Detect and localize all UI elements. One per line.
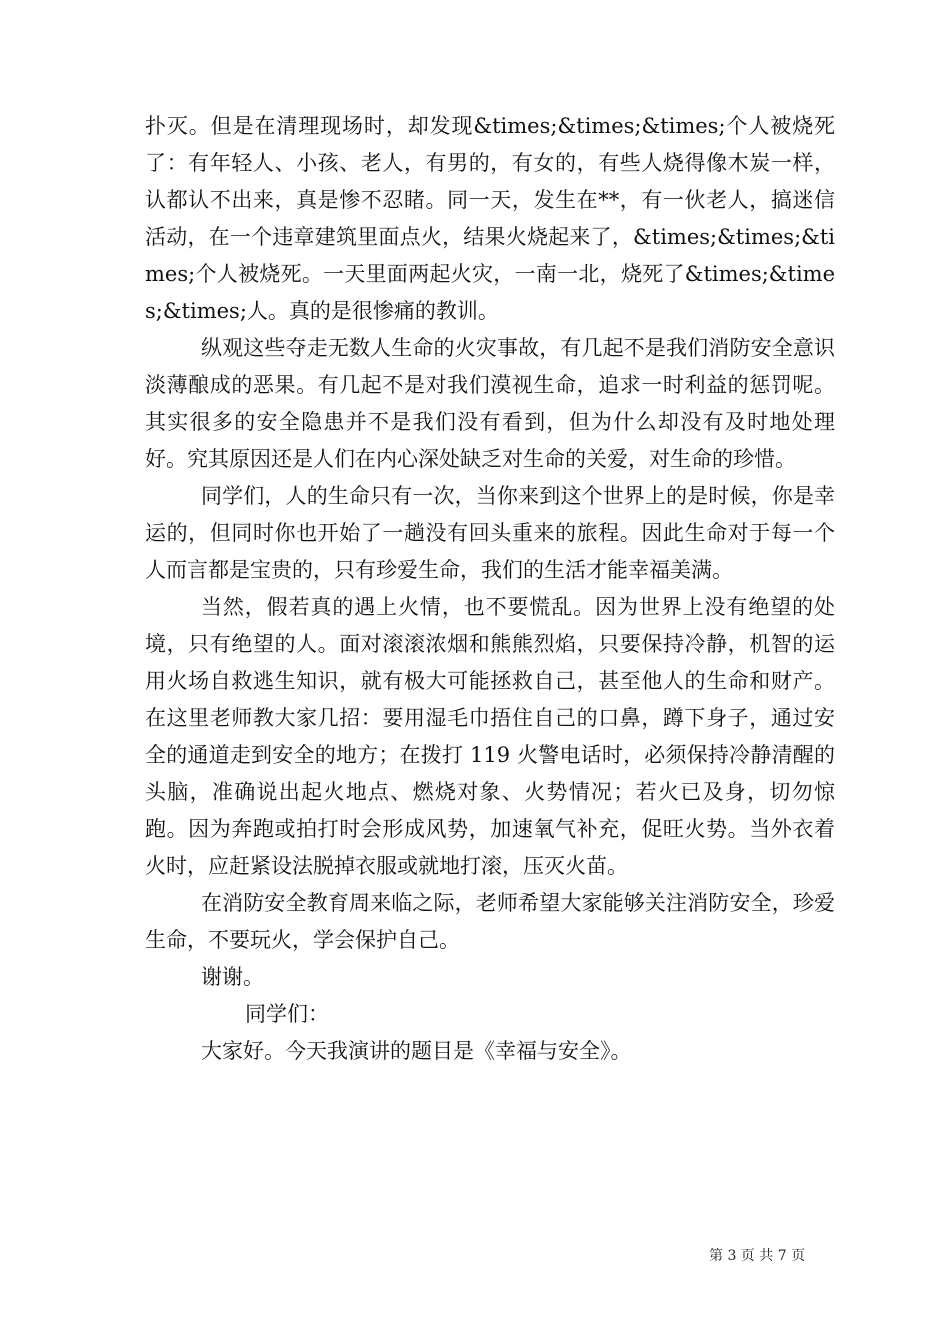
paragraph-3: 同学们，人的生命只有一次，当你来到这个世界上的是时候，你是幸运的，但同时你也开始了一趟没有回头重来的旅程。因此生命对于每一个人而言都是宝贵的，只有珍爱生命，我们的生活才能幸福美满。 xyxy=(145,484,835,582)
paragraph-4: 当然，假若真的遇上火情，也不要慌乱。因为世界上没有绝望的处境，只有绝望的人。面对滚滚浓烟和熊熊烈焰，只要保持冷静，机智的运用火场自救逃生知识，就有极大可能拯救自己，甚至他人的生命和财产。在这里老师教大家几招：要用湿毛巾捂住自己的口鼻，蹲下身子，通过安全的通道走到安全的地方；在拨打 119 火警电话时，必须保持冷静清醒的头脑，准确说出起火地点、燃烧对象、火势情况；若火已及身，切勿惊跑。因为奔跑或拍打时会形成风势，加速氧气补充，促旺火势。当外衣着火时，应赶紧设法脱掉衣服或就地打滚，压灭火苗。 xyxy=(145,595,835,878)
body-text xyxy=(145,108,835,1070)
page-number: 第 3 页 共 7 页 xyxy=(709,1248,806,1264)
paragraph-5: 在消防安全教育周来临之际，老师希望大家能够关注消防安全，珍爱生命，不要玩火，学会保护自己。 xyxy=(145,891,835,952)
salutation: 同学们： xyxy=(245,1002,329,1026)
closing-thanks: 谢谢。 xyxy=(201,965,264,989)
speech-opening: 大家好。今天我演讲的题目是《幸福与安全》。 xyxy=(201,1039,632,1063)
paragraph-2: 纵观这些夺走无数人生命的火灾事故，有几起不是我们消防安全意识淡薄酿成的恶果。有几起不是对我们漠视生命，追求一时利益的惩罚呢。其实很多的安全隐患并不是我们没有看到，但为什么却没有及时地处理好。究其原因还是人们在内心深处缺乏对生命的关爱，对生命的珍惜。 xyxy=(145,336,835,471)
paragraph-1: 扑灭。但是在清理现场时，却发现&times;&times;&times;个人被烧死了：有年轻人、小孩、老人，有男的，有女的，有些人烧得像木炭一样，认都认不出来，真是惨不忍睹。同一天，发生在**，有一伙老人，搞迷信活动，在一个违章建筑里面点火，结果火烧起来了，&times;&times;&times;个人被烧死。一天里面两起火灾，一南一北，烧死了&times;&times;&times;人。真的是很惨痛的教训。 xyxy=(145,114,835,323)
